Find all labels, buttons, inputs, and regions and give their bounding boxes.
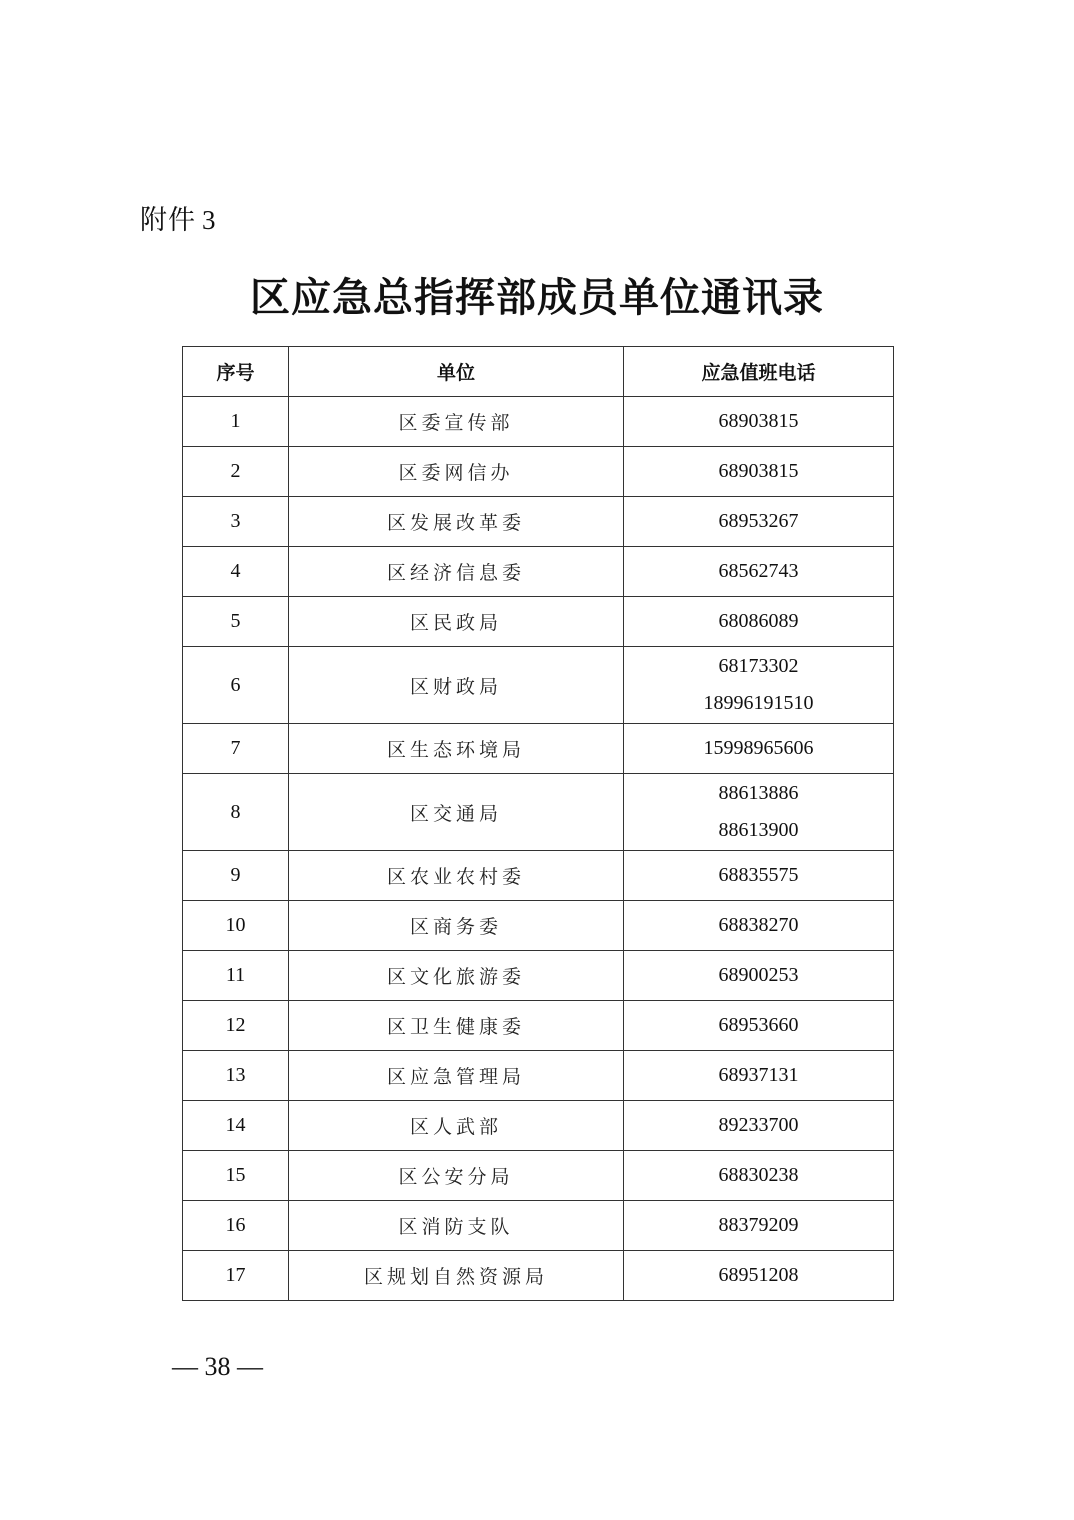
table-body: [183, 397, 894, 1301]
phone-number: 68173302: [718, 655, 799, 677]
phone-number: 68953660: [718, 1014, 799, 1036]
header-unit: 单位: [289, 347, 624, 397]
row-phone: [624, 774, 894, 851]
row-unit: 区民政局: [289, 597, 624, 647]
phone-number: 68830238: [718, 1164, 799, 1186]
row-unit: 区公安分局: [289, 1151, 624, 1201]
row-index: 4: [183, 547, 289, 597]
row-index: 2: [183, 447, 289, 497]
table-row: [183, 774, 894, 851]
phone-number: 68951208: [718, 1264, 799, 1286]
phone-number: 68937131: [718, 1064, 799, 1086]
row-phone: [624, 851, 894, 901]
page-number: — 38 —: [172, 1352, 263, 1381]
row-unit: 区委网信办: [289, 447, 624, 497]
table-row: [183, 951, 894, 1001]
row-index: 15: [183, 1151, 289, 1201]
row-index: 5: [183, 597, 289, 647]
row-index: 12: [183, 1001, 289, 1051]
table-row: [183, 647, 894, 724]
row-phone: [624, 1051, 894, 1101]
table-row: [183, 447, 894, 497]
row-index: 14: [183, 1101, 289, 1151]
table-row: [183, 851, 894, 901]
row-phone: [624, 397, 894, 447]
row-phone: [624, 497, 894, 547]
phone-number: 68903815: [718, 460, 799, 482]
table-row: [183, 497, 894, 547]
row-index: 11: [183, 951, 289, 1001]
row-index: 7: [183, 724, 289, 774]
row-phone: [624, 597, 894, 647]
phone-number: 68835575: [718, 864, 799, 886]
table-row: [183, 1051, 894, 1101]
phone-number: 88613900: [718, 819, 799, 841]
row-unit: 区委宣传部: [289, 397, 624, 447]
row-phone: [624, 724, 894, 774]
table-row: [183, 547, 894, 597]
phone-number: 15998965606: [703, 737, 814, 759]
table-row: [183, 1201, 894, 1251]
contact-table: [182, 346, 894, 1301]
header-phone: 应急值班电话: [624, 347, 894, 397]
phone-number: 68562743: [718, 560, 799, 582]
header-index: 序号: [183, 347, 289, 397]
row-unit: 区生态环境局: [289, 724, 624, 774]
page-title: 区应急总指挥部成员单位通讯录: [250, 275, 824, 321]
row-index: 1: [183, 397, 289, 447]
table-header-row: [183, 347, 894, 397]
row-unit: 区农业农村委: [289, 851, 624, 901]
row-phone: [624, 1251, 894, 1301]
row-phone: [624, 1151, 894, 1201]
table-row: [183, 1001, 894, 1051]
row-index: 8: [183, 774, 289, 851]
row-phone: [624, 647, 894, 724]
row-index: 13: [183, 1051, 289, 1101]
attachment-label: [140, 198, 217, 237]
phone-number: 68953267: [718, 510, 799, 532]
row-phone: [624, 1101, 894, 1151]
row-unit: 区发展改革委: [289, 497, 624, 547]
row-phone: [624, 951, 894, 1001]
row-phone: [624, 1001, 894, 1051]
attachment-text: 附件: [140, 205, 196, 236]
row-unit: 区人武部: [289, 1101, 624, 1151]
row-unit: 区商务委: [289, 901, 624, 951]
row-unit: 区文化旅游委: [289, 951, 624, 1001]
row-unit: 区交通局: [289, 774, 624, 851]
phone-number: 68838270: [718, 914, 799, 936]
table-row: [183, 1151, 894, 1201]
table-row: [183, 1251, 894, 1301]
row-index: 10: [183, 901, 289, 951]
row-unit: 区卫生健康委: [289, 1001, 624, 1051]
table-row: [183, 597, 894, 647]
row-index: 9: [183, 851, 289, 901]
table-row: [183, 397, 894, 447]
phone-number: 88379209: [718, 1214, 799, 1236]
table-row: [183, 901, 894, 951]
row-phone: [624, 547, 894, 597]
row-index: 3: [183, 497, 289, 547]
attachment-number: 3: [202, 205, 217, 235]
phone-number: 68903815: [718, 410, 799, 432]
row-index: 16: [183, 1201, 289, 1251]
phone-number: 68086089: [718, 610, 799, 632]
phone-number: 68900253: [718, 964, 799, 986]
row-unit: 区财政局: [289, 647, 624, 724]
row-index: 17: [183, 1251, 289, 1301]
row-phone: [624, 447, 894, 497]
row-unit: 区经济信息委: [289, 547, 624, 597]
table-row: [183, 1101, 894, 1151]
phone-number: 89233700: [718, 1114, 799, 1136]
table-row: [183, 724, 894, 774]
phone-number: 88613886: [718, 782, 799, 804]
row-phone: [624, 901, 894, 951]
row-unit: 区消防支队: [289, 1201, 624, 1251]
phone-number: 18996191510: [703, 692, 814, 714]
row-unit: 区应急管理局: [289, 1051, 624, 1101]
row-index: 6: [183, 647, 289, 724]
row-phone: [624, 1201, 894, 1251]
row-unit: 区规划自然资源局: [289, 1251, 624, 1301]
